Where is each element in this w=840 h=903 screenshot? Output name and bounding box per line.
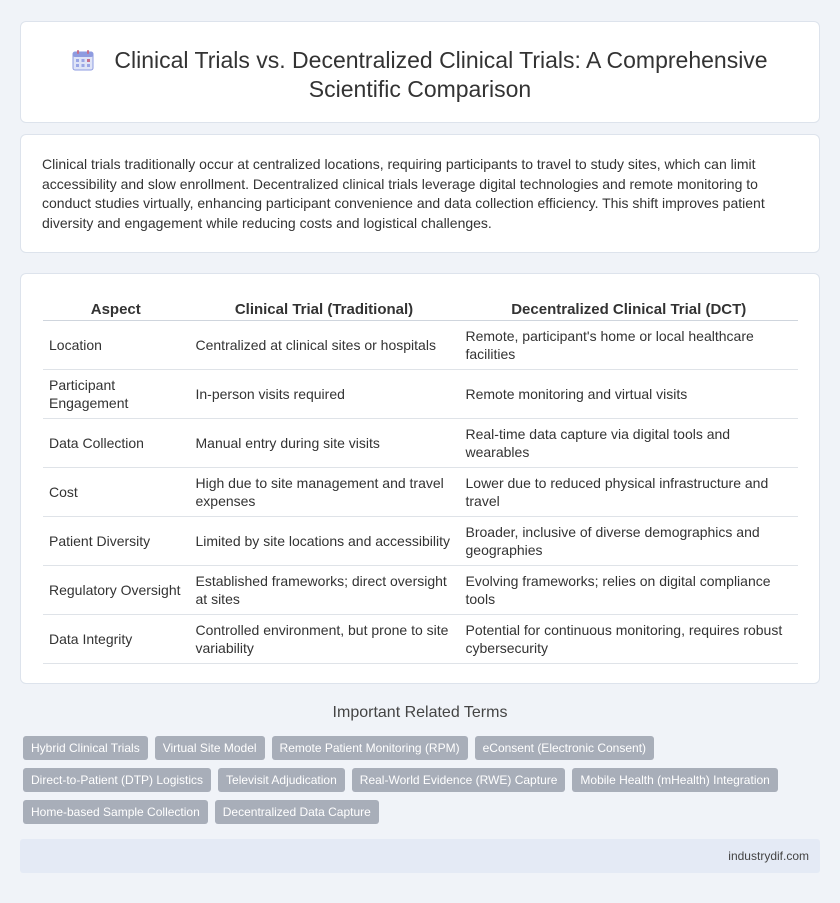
intro-card	[20, 134, 820, 253]
table-cell-aspect: Participant Engagement	[43, 369, 189, 418]
footer	[20, 839, 820, 873]
table-cell-traditional: Manual entry during site visits	[189, 418, 459, 467]
comparison-table-card	[20, 273, 820, 684]
column-header-aspect: Aspect	[43, 296, 189, 320]
intro-paragraph: Clinical trials traditionally occur at centralized locations, requiring participants to travel to study sites, which can limit accessibility and slow enrollment. Decentralized clinical trials leverage digital technologies and remote monitoring to conduct studies virtually, enhancing participant convenience and data collection efficiency. This shift improves patient diversity and engagement while reducing costs and logistical challenges.	[42, 156, 765, 231]
table-row	[43, 369, 798, 418]
page-title-block	[21, 46, 819, 104]
related-term-tag[interactable]: Decentralized Data Capture	[215, 800, 379, 824]
table-cell-traditional: In-person visits required	[189, 369, 459, 418]
table-row	[43, 516, 798, 565]
related-term-tag[interactable]: Real-World Evidence (RWE) Capture	[352, 768, 566, 792]
table-cell-dct: Potential for continuous monitoring, requires robust cybersecurity	[459, 614, 798, 663]
related-term-tag[interactable]: Hybrid Clinical Trials	[23, 736, 148, 760]
comparison-table	[43, 296, 798, 664]
table-cell-dct: Broader, inclusive of diverse demographics and geographies	[459, 516, 798, 565]
related-term-tag[interactable]: Televisit Adjudication	[218, 768, 345, 792]
table-cell-traditional: Controlled environment, but prone to site variability	[189, 614, 459, 663]
table-cell-aspect: Regulatory Oversight	[43, 565, 189, 614]
table-cell-traditional: Established frameworks; direct oversight at sites	[189, 565, 459, 614]
table-cell-dct: Real-time data capture via digital tools and wearables	[459, 418, 798, 467]
column-header-traditional: Clinical Trial (Traditional)	[189, 296, 459, 320]
table-cell-dct: Remote, participant's home or local healthcare facilities	[459, 320, 798, 369]
related-terms-list	[23, 736, 813, 824]
table-cell-aspect: Cost	[43, 467, 189, 516]
table-row	[43, 467, 798, 516]
related-terms-title: Important Related Terms	[332, 704, 508, 721]
title-card	[20, 21, 820, 123]
table-cell-dct: Evolving frameworks; relies on digital compliance tools	[459, 565, 798, 614]
table-row	[43, 320, 798, 369]
column-header-dct: Decentralized Clinical Trial (DCT)	[459, 296, 798, 320]
related-term-tag[interactable]: Mobile Health (mHealth) Integration	[572, 768, 777, 792]
table-cell-dct: Remote monitoring and virtual visits	[459, 369, 798, 418]
related-term-tag[interactable]: eConsent (Electronic Consent)	[475, 736, 654, 760]
related-term-tag[interactable]: Remote Patient Monitoring (RPM)	[272, 736, 468, 760]
table-cell-aspect: Data Integrity	[43, 614, 189, 663]
footer-site-link[interactable]: industrydif.com	[728, 849, 809, 863]
table-cell-aspect: Patient Diversity	[43, 516, 189, 565]
related-term-tag[interactable]: Direct-to-Patient (DTP) Logistics	[23, 768, 211, 792]
table-cell-dct: Lower due to reduced physical infrastructure and travel	[459, 467, 798, 516]
table-row	[43, 418, 798, 467]
calendar-icon	[72, 49, 94, 71]
table-header-row	[43, 296, 798, 320]
related-term-tag[interactable]: Home-based Sample Collection	[23, 800, 208, 824]
table-row	[43, 565, 798, 614]
table-cell-aspect: Data Collection	[43, 418, 189, 467]
table-cell-traditional: Limited by site locations and accessibility	[189, 516, 459, 565]
related-term-tag[interactable]: Virtual Site Model	[155, 736, 265, 760]
table-cell-traditional: Centralized at clinical sites or hospitals	[189, 320, 459, 369]
table-cell-traditional: High due to site management and travel expenses	[189, 467, 459, 516]
page-title: Clinical Trials vs. Decentralized Clinical Trials: A Comprehensive Scientific Comparison	[114, 47, 768, 102]
table-row	[43, 614, 798, 663]
table-cell-aspect: Location	[43, 320, 189, 369]
